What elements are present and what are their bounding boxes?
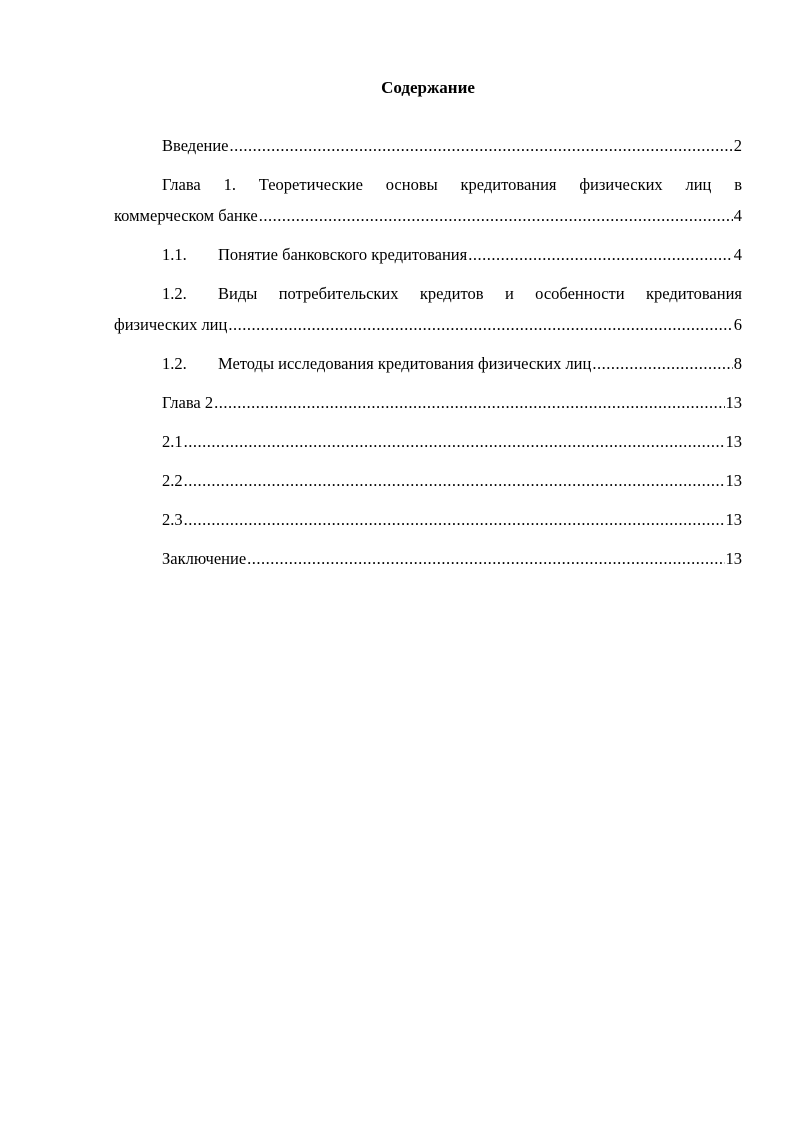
toc-entry-label-line-2: коммерческом банке <box>114 206 258 225</box>
dot-leader <box>230 130 733 161</box>
dot-leader <box>247 543 724 574</box>
toc-entry-label-line-1: Виды потребительских кредитов и особенности кредитования <box>218 284 742 303</box>
dot-leader <box>228 309 732 340</box>
toc-entry-number: 1.1. <box>162 245 187 264</box>
dot-leader <box>184 465 725 496</box>
toc-entry-introduction[interactable] <box>114 130 742 161</box>
toc-entry-page: 13 <box>725 432 742 451</box>
toc-entry-section-1-2-methods[interactable] <box>114 348 742 379</box>
toc-entry-label: 2.1 <box>162 432 183 451</box>
toc-entry-chapter-1[interactable] <box>114 169 742 231</box>
toc-entry-label: Заключение <box>162 549 247 568</box>
toc-entry-label: 2.2 <box>162 471 183 490</box>
toc-entry-page: 13 <box>725 549 742 568</box>
toc-entry-label: Понятие банковского кредитования <box>218 245 468 264</box>
toc-entry-chapter-2[interactable] <box>114 387 742 418</box>
toc-entry-page: 4 <box>733 206 742 225</box>
toc-entry-conclusion[interactable] <box>114 543 742 574</box>
toc-entry-label: 2.3 <box>162 510 183 529</box>
toc-entry-page: 13 <box>725 471 742 490</box>
toc-entry-page: 8 <box>733 354 742 373</box>
toc-entry-section-2-1[interactable] <box>114 426 742 457</box>
toc-entry-label-line-1: Глава 1. Теоретические основы кредитования физических лиц в <box>162 175 742 194</box>
table-of-contents <box>114 130 742 582</box>
toc-entry-section-2-3[interactable] <box>114 504 742 535</box>
dot-leader <box>184 426 725 457</box>
toc-entry-page: 6 <box>733 315 742 334</box>
toc-entry-label: Глава 2 <box>162 393 214 412</box>
toc-entry-label-line-2: физических лиц <box>114 315 228 334</box>
toc-entry-number: 1.2. <box>162 354 187 373</box>
dot-leader <box>214 387 724 418</box>
toc-entry-page: 4 <box>733 245 742 264</box>
dot-leader <box>259 200 733 231</box>
dot-leader <box>184 504 725 535</box>
dot-leader <box>592 348 732 379</box>
toc-entry-section-2-2[interactable] <box>114 465 742 496</box>
toc-entry-label: Методы исследования кредитования физических лиц <box>218 354 592 373</box>
toc-entry-number: 1.2. <box>162 284 187 303</box>
toc-entry-label: Введение <box>162 136 229 155</box>
toc-entry-page: 13 <box>725 393 742 412</box>
toc-entry-section-1-2-types[interactable] <box>114 278 742 340</box>
toc-entry-page: 2 <box>733 136 742 155</box>
page-title: Содержание <box>381 78 475 97</box>
toc-entry-section-1-1[interactable] <box>114 239 742 270</box>
toc-entry-page: 13 <box>725 510 742 529</box>
dot-leader <box>468 239 733 270</box>
